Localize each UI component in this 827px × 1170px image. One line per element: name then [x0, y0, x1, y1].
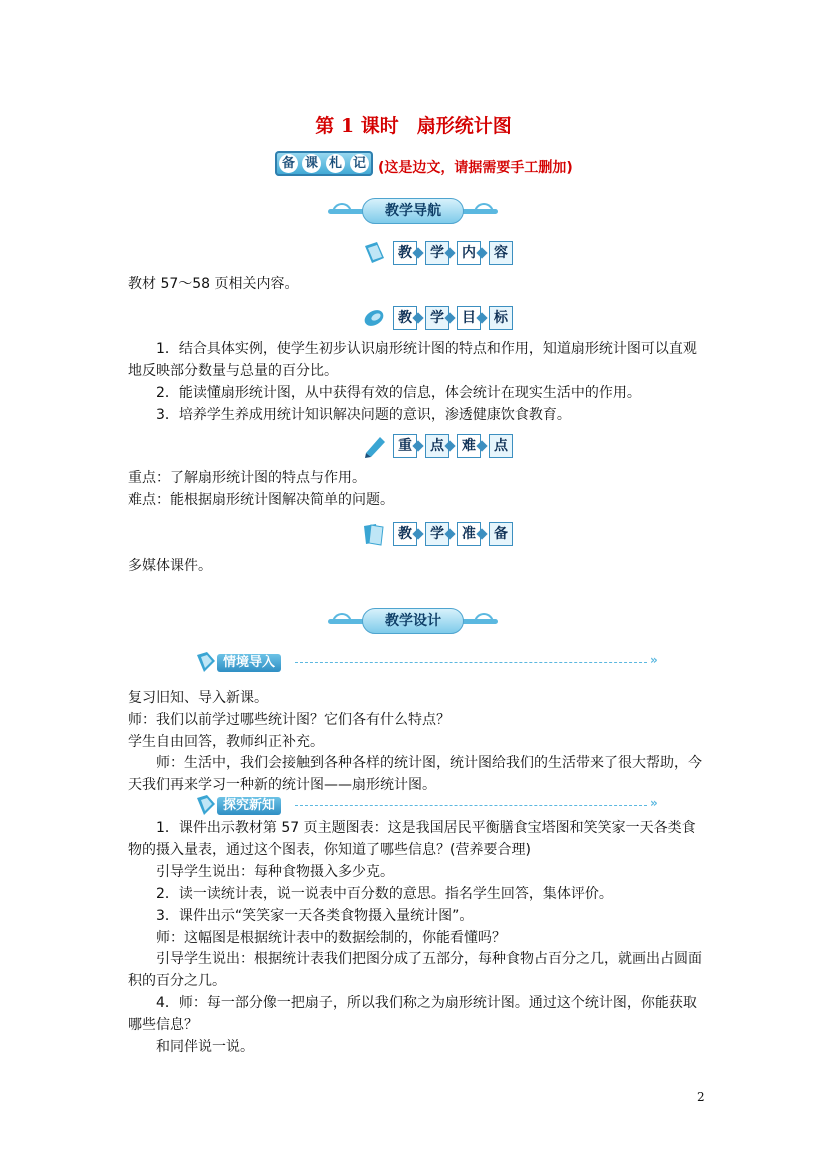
goal-item: 3．培养学生养成用统计知识解决问题的意识，渗透健康饮食教育。	[156, 407, 571, 423]
flag-icon	[195, 651, 217, 673]
memo-badge	[275, 151, 373, 176]
intro-paragraph: 师：生活中，我们会接触到各种各样的统计图，统计图给我们的生活带来了很大帮助，今天我们再来学习一种新的统计图——扇形统计图。	[128, 755, 702, 793]
tag-situation-intro	[195, 651, 665, 675]
double-chevron-icon: »	[650, 653, 658, 667]
section-char: 容	[489, 241, 513, 265]
lesson-topic: 扇形统计图	[416, 115, 512, 137]
explore-paragraph: 4．师：每一部分像一把扇子，所以我们称之为扇形统计图。通过这个统计图，你能获取哪些信息？	[128, 995, 697, 1033]
difficult-point: 难点：能根据扇形统计图解决简单的问题。	[128, 492, 394, 508]
memo-badge-char: 课	[302, 154, 321, 173]
explore-paragraph: 2．读一读统计表，说一说表中百分数的意思。指名学生回答，集体评价。	[156, 886, 613, 902]
joint-decoration	[417, 434, 425, 458]
prep-paragraph: 多媒体课件。	[128, 558, 212, 574]
flag-icon	[195, 794, 217, 816]
section-char: 标	[489, 306, 513, 330]
section-char: 学	[425, 241, 449, 265]
joint-decoration	[481, 241, 489, 265]
section-char: 学	[425, 522, 449, 546]
explore-paragraph: 师：这幅图是根据统计表中的数据绘制的，你能看懂吗？	[156, 930, 506, 946]
memo-note: (这是边文，请据需要手工删加)	[378, 160, 573, 176]
banner-wing-decoration	[458, 619, 498, 624]
section-char: 内	[457, 241, 481, 265]
memo-badge-char: 记	[350, 154, 369, 173]
joint-decoration	[417, 522, 425, 546]
joint-decoration	[417, 306, 425, 330]
joint-decoration	[481, 306, 489, 330]
book-icon	[362, 240, 388, 266]
pencil-icon	[362, 433, 388, 459]
memo-badge-char: 札	[326, 154, 345, 173]
section-char: 准	[457, 522, 481, 546]
section-char: 学	[425, 306, 449, 330]
joint-decoration	[417, 241, 425, 265]
explore-paragraph: 3．课件出示“笑笑家一天各类食物摄入量统计图”。	[156, 908, 474, 924]
banner-label: 教学导航	[362, 198, 464, 224]
goal-item: 2．能读懂扇形统计图，从中获得有效的信息，体会统计在现实生活中的作用。	[156, 385, 641, 401]
papers-icon	[362, 521, 388, 547]
double-chevron-icon: »	[650, 796, 658, 810]
dashed-line-decoration	[295, 805, 647, 806]
section-char: 难	[457, 434, 481, 458]
explore-paragraph: 和同伴说一说。	[156, 1039, 254, 1055]
section-char: 目	[457, 306, 481, 330]
banner-label: 教学设计	[362, 608, 464, 634]
goal-item: 1．结合具体实例，使学生初步认识扇形统计图的特点和作用，知道扇形统计图可以直观地反映部分数量与总量的百分比。	[128, 341, 697, 379]
page-title	[0, 111, 827, 138]
lesson-number: 第 1 课时	[315, 115, 399, 137]
explore-paragraph: 1．课件出示教材第 57 页主题图表：这是我国居民平衡膳食宝塔图和笑笑家一天各类食物的摄入量表，通过这个图表，你知道了哪些信息？(营养要合理)	[128, 820, 696, 858]
key-point: 重点：了解扇形统计图的特点与作用。	[128, 470, 366, 486]
content-paragraph: 教材 57～58 页相关内容。	[128, 276, 299, 292]
joint-decoration	[481, 522, 489, 546]
section-char: 点	[425, 434, 449, 458]
joint-decoration	[449, 241, 457, 265]
dashed-line-decoration	[295, 662, 647, 663]
section-char: 点	[489, 434, 513, 458]
banner-teaching-design	[328, 608, 498, 634]
tag-explore-new	[195, 794, 665, 818]
section-char: 教	[393, 306, 417, 330]
intro-paragraph: 学生自由回答，教师纠正补充。	[128, 734, 324, 750]
intro-paragraph: 复习旧知、导入新课。	[128, 690, 268, 706]
tag-label: 探究新知	[217, 797, 281, 815]
joint-decoration	[449, 306, 457, 330]
section-char: 教	[393, 241, 417, 265]
explore-paragraph: 引导学生说出：根据统计表我们把图分成了五部分，每种食物占百分之几，就画出占圆面积的百分之几。	[128, 951, 702, 989]
feather-icon	[362, 305, 388, 331]
joint-decoration	[449, 434, 457, 458]
banner-teaching-guide	[328, 198, 498, 224]
intro-paragraph: 师：我们以前学过哪些统计图？它们各有什么特点？	[128, 712, 450, 728]
section-char: 教	[393, 522, 417, 546]
section-char: 重	[393, 434, 417, 458]
section-char: 备	[489, 522, 513, 546]
joint-decoration	[481, 434, 489, 458]
banner-wing-decoration	[458, 209, 498, 214]
joint-decoration	[449, 522, 457, 546]
explore-paragraph: 引导学生说出：每种食物摄入多少克。	[156, 864, 394, 880]
tag-label: 情境导入	[217, 654, 281, 672]
memo-badge-char: 备	[279, 154, 298, 173]
page-number: 2	[697, 1090, 705, 1104]
